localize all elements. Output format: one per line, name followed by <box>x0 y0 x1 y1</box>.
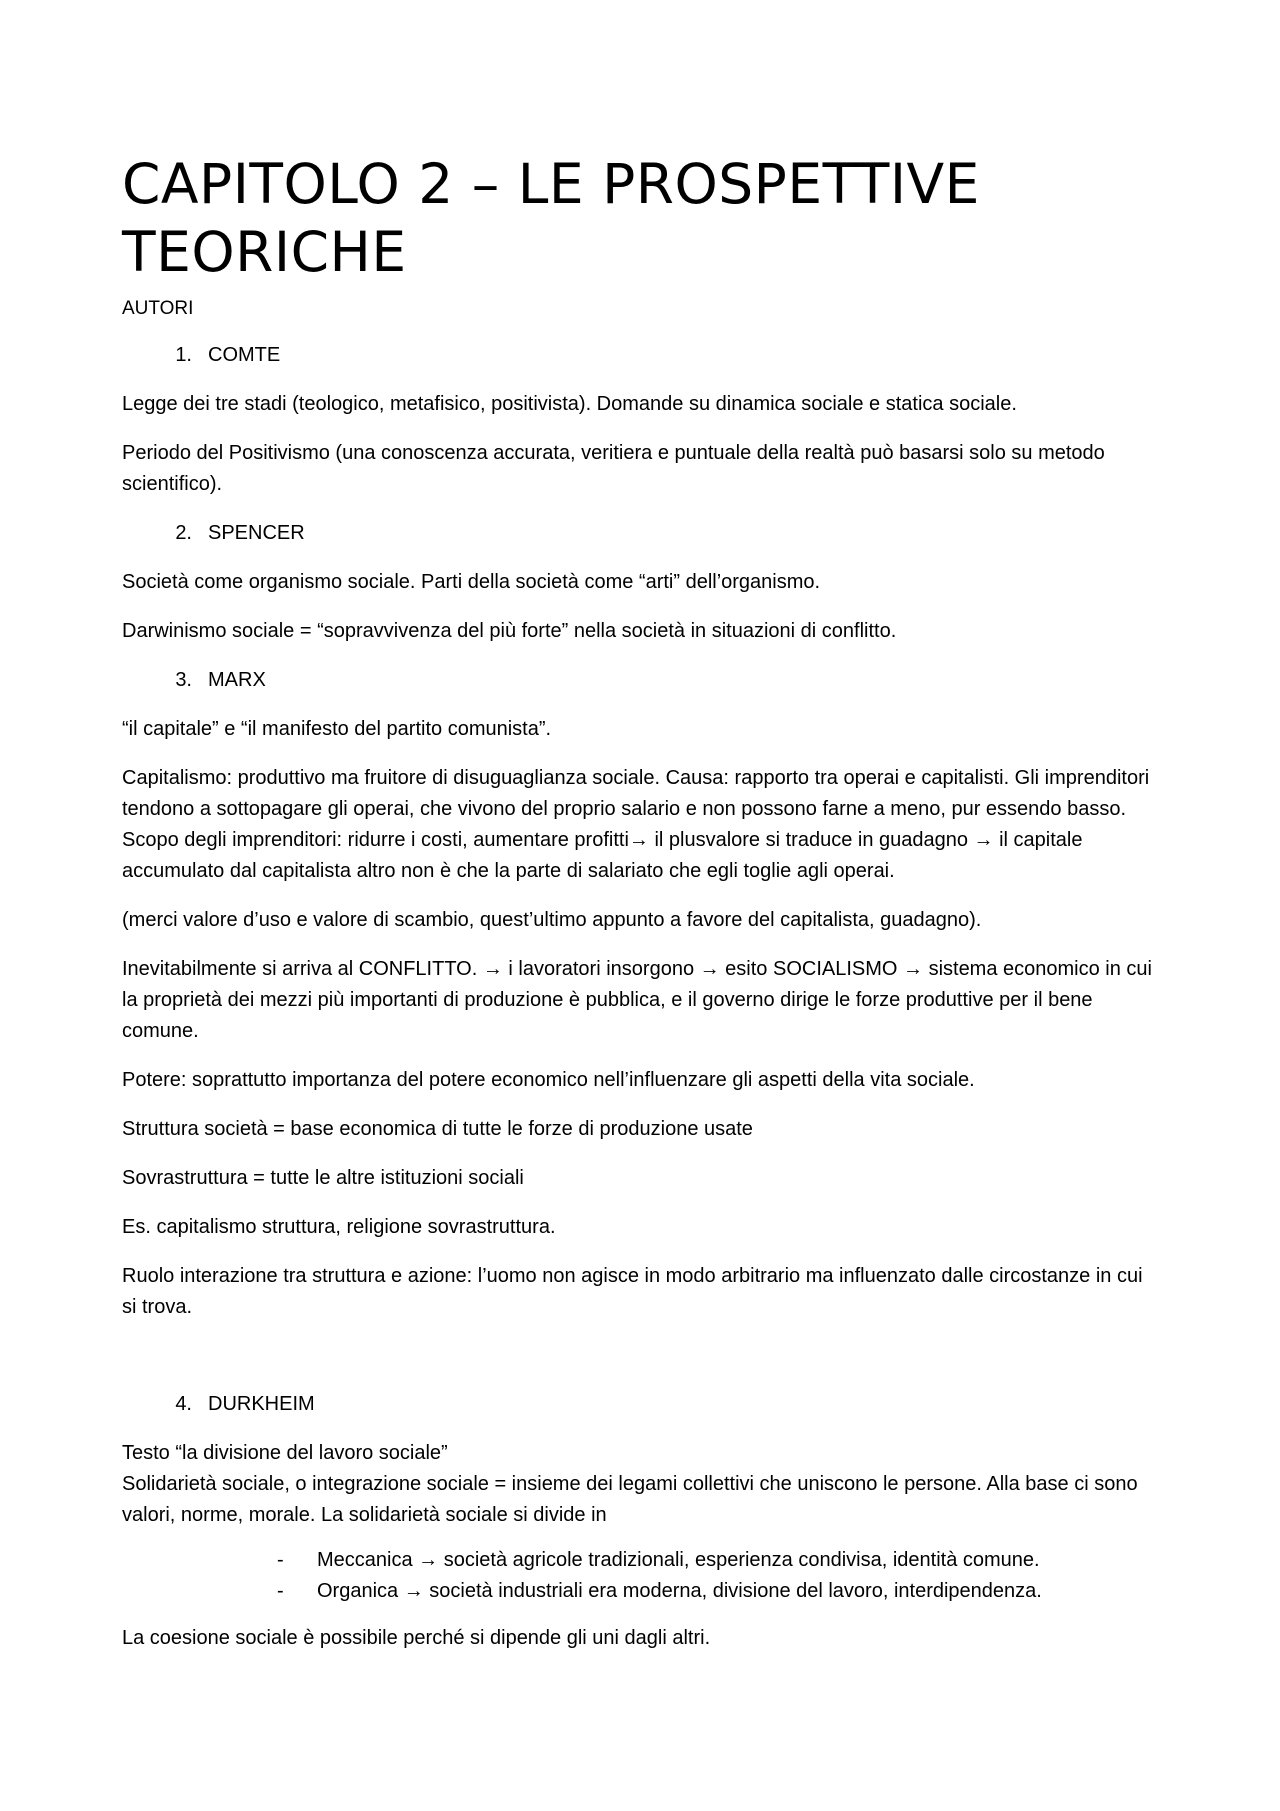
paragraph: Inevitabilmente si arriva al CONFLITTO. → i lavoratori insorgono → esito SOCIALISMO → sistema economico in cui la proprietà dei mezzi più importanti di produzione è pubblica, e il governo dirige le forze produttive per il bene comune. <box>122 958 1152 1042</box>
paragraph: Legge dei tre stadi (teologico, metafisico, positivista). Domande su dinamica sociale e statica sociale. <box>122 393 1017 415</box>
page-title: CAPITOLO 2 – LE PROSPETTIVE TEORICHE <box>122 152 980 284</box>
list-item-spencer <box>122 518 1162 549</box>
list-heading: COMTE <box>208 344 281 366</box>
list-item <box>122 1545 1162 1576</box>
dash-marker: - <box>277 1549 284 1571</box>
paragraph: Società come organismo sociale. Parti della società come “arti” dell’organismo. <box>122 571 821 593</box>
list-heading: SPENCER <box>208 522 305 544</box>
paragraph: Sovrastruttura = tutte le altre istituzioni sociali <box>122 1167 524 1189</box>
list-item-comte <box>122 340 1162 371</box>
list-item-text: Meccanica → società agricole tradizionali, esperienza condivisa, identità comune. <box>317 1549 1040 1571</box>
paragraph: (merci valore d’uso e valore di scambio, quest’ultimo appunto a favore del capitalista, guadagno). <box>122 909 982 931</box>
paragraph: Solidarietà sociale, o integrazione sociale = insieme dei legami collettivi che uniscono le persone. Alla base ci sono valori, norme, morale. La solidarietà sociale si divide in <box>122 1473 1138 1526</box>
list-item-text: Organica → società industriali era moderna, divisione del lavoro, interdipendenza. <box>317 1580 1042 1602</box>
paragraph: Capitalismo: produttivo ma fruitore di disuguaglianza sociale. Causa: rapporto tra operai e capitalisti. Gli imprenditori tendono a sottopagare gli operai, che vivono del proprio salario e non possono farne a meno, pur essendo basso. Scopo degli imprenditori: ridurre i costi, aumentare profitti→ il plusvalore si traduce in guadagno → il capitale accumulato dal capitalista altro non è che la parte di salariato che egli toglie agli operai. <box>122 767 1150 882</box>
paragraph: La coesione sociale è possibile perché si dipende gli uni dagli altri. <box>122 1627 711 1649</box>
paragraph: “il capitale” e “il manifesto del partito comunista”. <box>122 718 552 740</box>
paragraph: Potere: soprattutto importanza del potere economico nell’influenzare gli aspetti della vita sociale. <box>122 1069 975 1091</box>
list-item-durkheim <box>122 1389 1162 1420</box>
list-item-marx <box>122 665 1162 696</box>
list-heading: DURKHEIM <box>208 1393 315 1415</box>
paragraph: Ruolo interazione tra struttura e azione: l’uomo non agisce in modo arbitrario ma influenzato dalle circostanze in cui si trova. <box>122 1265 1143 1318</box>
paragraph: Periodo del Positivismo (una conoscenza accurata, veritiera e puntuale della realtà può basarsi solo su metodo scientifico). <box>122 442 1105 495</box>
list-number: 3. <box>175 669 192 691</box>
section-label-autori: AUTORI <box>122 298 194 319</box>
list-number: 2. <box>175 522 192 544</box>
document-page <box>122 150 1162 1672</box>
dash-marker: - <box>277 1580 284 1602</box>
paragraph: Darwinismo sociale = “sopravvivenza del più forte” nella società in situazioni di conflitto. <box>122 620 897 642</box>
spacer <box>122 1341 1162 1389</box>
list-number: 1. <box>175 344 192 366</box>
paragraph: Struttura società = base economica di tutte le forze di produzione usate <box>122 1118 753 1140</box>
list-heading: MARX <box>208 669 266 691</box>
paragraph: Es. capitalismo struttura, religione sovrastruttura. <box>122 1216 556 1238</box>
paragraph: Testo “la divisione del lavoro sociale” <box>122 1442 448 1464</box>
list-number: 4. <box>175 1393 192 1415</box>
list-item <box>122 1576 1162 1607</box>
dash-list <box>122 1545 1162 1607</box>
